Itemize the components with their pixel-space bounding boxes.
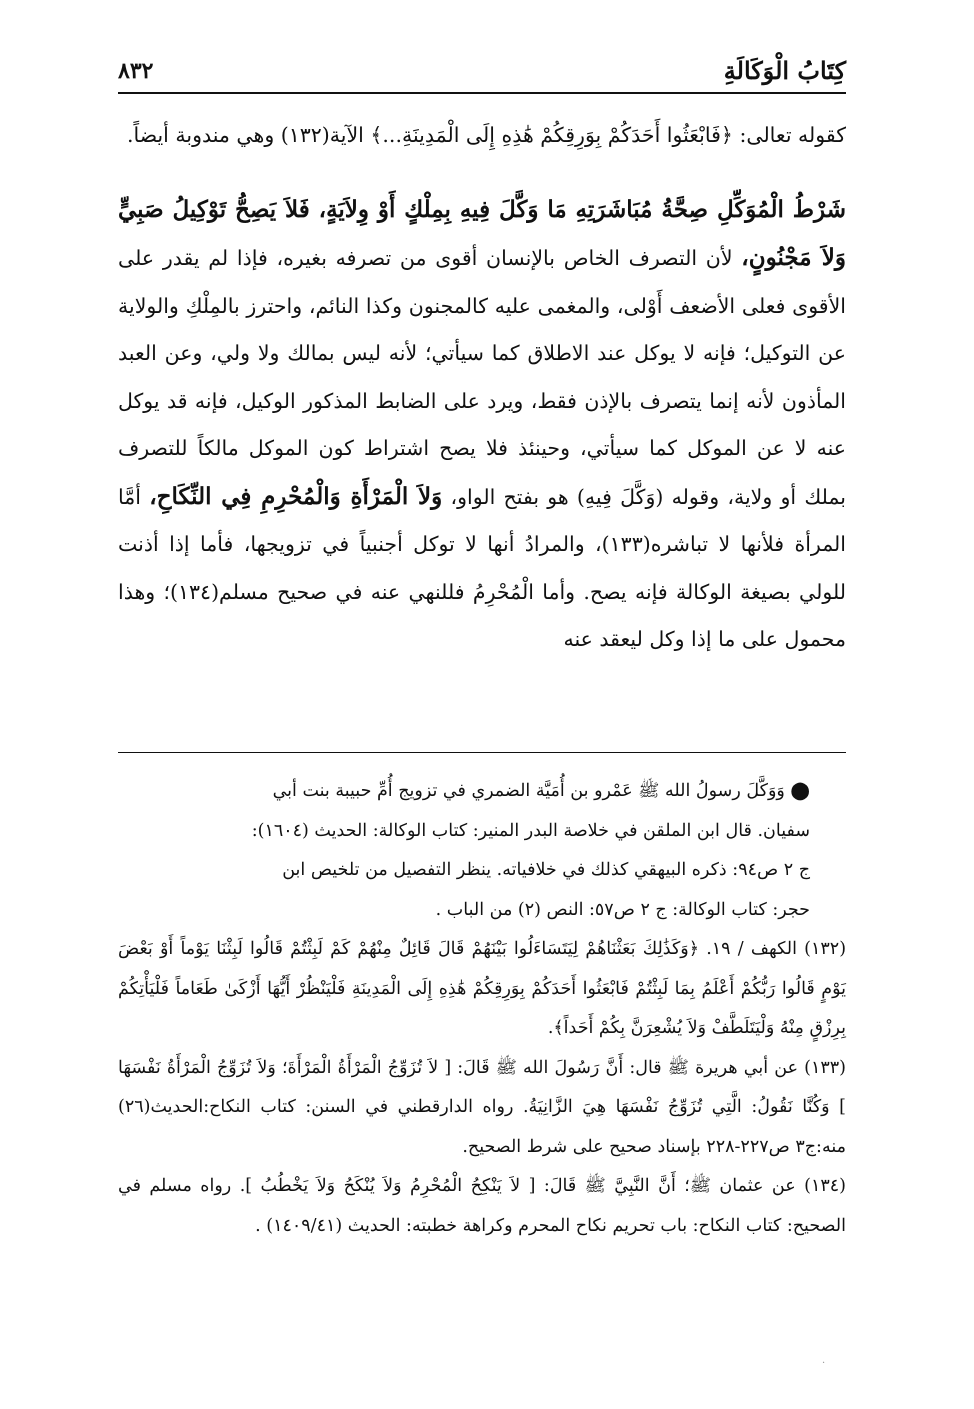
stray-mark: · [822,1358,826,1369]
footnote-continuation-line: حجر: كتاب الوكالة: ج ٢ ص٥٧: النص (٢) من الباب . [435,899,810,920]
matn-text-1: شَرْطُ الْمُوَكِّلِ صِحَّةُ مُبَاشَرَتِهِ مَا وَكَّلَ فِيهِ بِمِلْكٍ أَوْ وِلاَيَةٍ، فَلاَ يَصِحُّ تَوْكِيلُ صَبِيٍّ وَلاَ مَجْنُونٍ، [118,195,846,271]
main-text [118,112,846,664]
commentary-text-2: أمَّا المرأة فلأنها لا تباشره(١٣٣)، والمرادُ أنها لا توكل أجنبياً في تزويجها، فأما إذا أذنت للولي بصيغة الوكالة فإنه يصح. وأما الْمُحْرِمُ فللنهي عنه في صحيح مسلم(١٣٤)؛ وهذا محمول على ما إذا وكل ليعقد عنه [118,484,846,651]
footnotes [118,772,846,1246]
page-number: ٨٣٢ [118,58,154,84]
chapter-title: كِتَابُ الْوَكَالَةِ [723,56,846,85]
footnote-continuation-line: سفيان. قال ابن الملقن في خلاصة البدر المنير: كتاب الوكالة: الحديث (١٦٠٤): [251,820,810,841]
footnote-132: (١٣٢) الكهف / ١٩. ﴿وَكَذَٰلِكَ بَعَثْنَاهُمْ لِيَتَسَاءَلُوا بَيْنَهُمْ قَالَ قَائِلٌ مِنْهُمْ كَمْ لَبِثْتُمْ قَالُوا لَبِثْنَا يَوْماً أَوْ بَعْضَ يَوْمٍ قَالُوا رَبُّكُمْ أَعْلَمُ بِمَا لَبِثْتُمْ فَابْعَثُوا أَحَدَكُمْ بِوَرِقِكُمْ هَٰذِهِ إِلَى الْمَدِينَةِ فَلْيَنْظُرْ أَيُّهَا أَزْكَىٰ طَعَاماً فَلْيَأْتِكُمْ بِرِزْقٍ مِنْهُ وَلْيَتَلَطَّفْ وَلاَ يُشْعِرَنَّ بِكُمْ أَحَداً﴾. [118,939,847,1038]
main-paragraph [118,186,846,664]
page-header [118,52,846,94]
footnote-133: (١٣٣) عن أبي هريرة ﷺ قال: أَنَّ رَسُولَ الله ﷺ قَالَ: [ لاَ تُزَوِّجُ الْمَرْأَةُ الْمَرْأَةَ؛ وَلاَ تُزَوِّجُ الْمَرْأَةُ نَفْسَهَا ] وَكُنَّا نَقُولُ: الَّتِي تُزَوِّجُ نَفْسَهَا هِيَ الزَّانِيَةُ. رواه الدارقطني في السنن: كتاب النكاح:الحديث(٢٦) منه:ج٣ ص٢٢٧-٢٢٨ بإسناد صحيح على شرط الصحيح. [118,1057,846,1157]
matn-text-2: وَلاَ الْمَرْأَةِ وَالْمُحْرِمِ فِي النِّكَاحِ، [149,482,443,510]
commentary-text-1: لأن التصرف الخاص بالإنسان أقوى من تصرفه بغيره، فإذا لم يقدر على الأقوى فعلى الأضعف أَوْلى، والمغمى عليه كالمجنون وكذا النائم، واحترز بالمِلْكِ والولاية عن التوكيل؛ فإنه لا يوكل عند الاطلاق كما سيأتي؛ لأنه ليس بمالك ولا ولي، وعن العبد المأذون لأنه إنما يتصرف بالإذن فقط، ويرد على الضابط المذكور الوكيل، فإنه قد يوكل عنه لا عن الموكل كما سيأتي، وحينئذ فلا يصح اشتراط كون الموكل مالكاً للتصرف بملك أو ولاية، وقوله (وَكَّلَ فِيهِ) هو بفتح الواو، [118,246,846,509]
footnote-continuation-line: ⬤ وَوَكَّلَ رسولُ الله ﷺ عَمْرو بن أُمَيَّة الضمري في تزويج أُمِّ حبيبة بنت أبي [272,781,810,801]
intro-paragraph: كقوله تعالى: ﴿فَابْعَثُوا أَحَدَكُمْ بِوَرِقِكُمْ هَٰذِهِ إِلَى الْمَدِينَةِ...﴾ الآية(١٣٢) وهي مندوبة أيضاً. [126,123,846,147]
footnote-continuation-line: ج ٢ ص٩٤: ذكره البيهقي كذلك في خلافياته. ينظر التفصيل من تلخيص ابن [282,860,810,880]
footnote-separator [118,752,846,753]
footnote-134: (١٣٤) عن عثمان ﷺ؛ أَنَّ النَّبِيَّ ﷺ قَالَ: [ لاَ يَنْكِحُ الْمُحْرِمُ وَلاَ يُنْكَحُ وَلاَ يَخْطُبُ ]. رواه مسلم في الصحيح: كتاب النكاح: باب تحريم نكاح المحرم وكراهة خطبته: الحديث (١٤٠٩/٤١) . [118,1176,846,1236]
